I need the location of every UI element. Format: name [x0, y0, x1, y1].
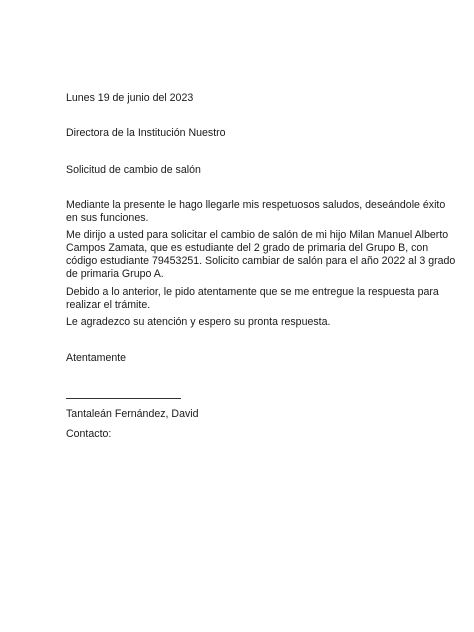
paragraph-line: de primaria Grupo A. [66, 268, 164, 280]
letter-subject: Solicitud de cambio de salón [66, 164, 201, 176]
paragraph-followup [66, 286, 439, 312]
paragraph-line: Campos Zamata, que es estudiante del 2 grado de primaria del Grupo B, con [66, 242, 429, 254]
signature-line [66, 398, 181, 399]
letter-recipient: Directora de la Institución Nuestro [66, 127, 226, 139]
letter-date: Lunes 19 de junio del 2023 [66, 92, 194, 104]
paragraph-thanks [66, 316, 416, 329]
signer-name: Tantaleán Fernández, David [66, 408, 199, 420]
paragraph-line: realizar el trámite. [66, 299, 151, 311]
paragraph-line: Le agradezco su atención y espero su pronta respuesta. [66, 316, 331, 328]
paragraph-line: en sus funciones. [66, 212, 149, 224]
paragraph-request [66, 229, 456, 281]
paragraph-line: Debido a lo anterior, le pido atentamente que se me entregue la respuesta para [66, 286, 439, 298]
paragraph-line: código estudiante 79453251. Solicito cambiar de salón para el año 2022 al 3 grado [66, 255, 456, 267]
paragraph-line: Mediante la presente le hago llegarle mis respetuosos saludos, deseándole éxito [66, 199, 446, 211]
paragraph-line: Me dirijo a usted para solicitar el cambio de salón de mi hijo Milan Manuel Alberto [66, 229, 449, 241]
contact-label: Contacto: [66, 428, 112, 440]
paragraph-greeting [66, 199, 446, 225]
letter-closing: Atentamente [66, 352, 127, 364]
